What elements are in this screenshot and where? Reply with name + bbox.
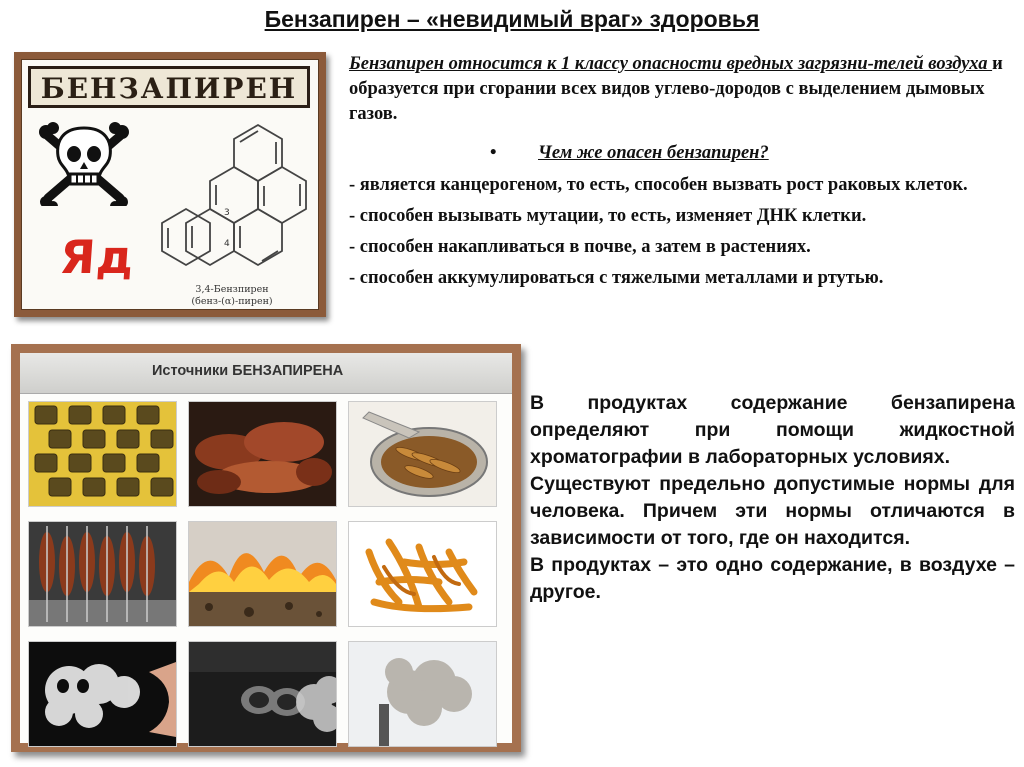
info-paragraph-3: В продуктах – это одно содержание, в воздухе – другое. [530, 554, 1015, 603]
molecule-caption-line2: (бенз-(α)-пирен) [191, 296, 273, 307]
info-paragraph [530, 390, 1015, 606]
atom-label-4: 4 [224, 239, 230, 249]
smoked-cheese-image [28, 401, 177, 507]
shashlik-skewers-image [28, 521, 177, 627]
poster-banner [28, 66, 310, 108]
molecule-caption [172, 284, 292, 308]
benzopyrene-poster [14, 52, 326, 317]
sources-board-inner [20, 353, 512, 743]
atom-label-3: 3 [224, 208, 230, 218]
danger-list [349, 173, 1019, 297]
benzopyrene-molecule-diagram [140, 120, 320, 290]
molecule-caption-line1: 3,4-Бензпирен [195, 284, 269, 295]
factory-smoke-image [348, 641, 497, 747]
danger-item: - способен аккумулироваться с тяжелыми металлами и ртутью. [349, 268, 884, 288]
intro-paragraph [349, 52, 1009, 127]
info-paragraph-2: Существуют предельно допустимые нормы для человека. Причем эти нормы отличаются в зависимости от того, где он находится. [530, 473, 1015, 549]
grilled-meat-image [188, 401, 337, 507]
danger-item: - является канцерогеном, то есть, способен вызвать рост раковых клеток. [349, 175, 968, 195]
fried-snacks-image [348, 521, 497, 627]
sources-board [11, 344, 521, 752]
intro-regular: и образуется при сгорании всех видов углево-дородов с выделением дымовых газов. [349, 54, 1003, 124]
burning-grass-image [188, 521, 337, 627]
poison-label: Яд [58, 230, 137, 284]
danger-item: - способен накапливаться в почве, а затем в растениях. [349, 237, 811, 257]
question-text: Чем же опасен бензапирен? [538, 143, 769, 163]
intro-italic: Бензапирен относится к 1 классу опасности вредных загрязни-телей воздуха [349, 54, 993, 74]
poster-banner-text: БЕНЗАПИРЕН [40, 72, 298, 105]
cigarette-smoke-image [28, 641, 177, 747]
info-paragraph-1: В продуктах содержание бензапирена определяют при помощи жидкостной хроматографии в лабораторных условиях. [530, 392, 1015, 468]
bullet-icon: • [490, 143, 497, 163]
poster-inner [21, 59, 319, 310]
skull-crossbones-icon [38, 122, 130, 206]
car-exhaust-image [188, 641, 337, 747]
slide-title: Бензапирен – «невидимый враг» здоровья [264, 6, 760, 32]
sources-heading: Источники БЕНЗАПИРЕНА [152, 363, 344, 379]
sources-header [20, 353, 512, 394]
canned-sprats-image [348, 401, 497, 507]
danger-item: - способен вызывать мутации, то есть, изменяет ДНК клетки. [349, 206, 867, 226]
